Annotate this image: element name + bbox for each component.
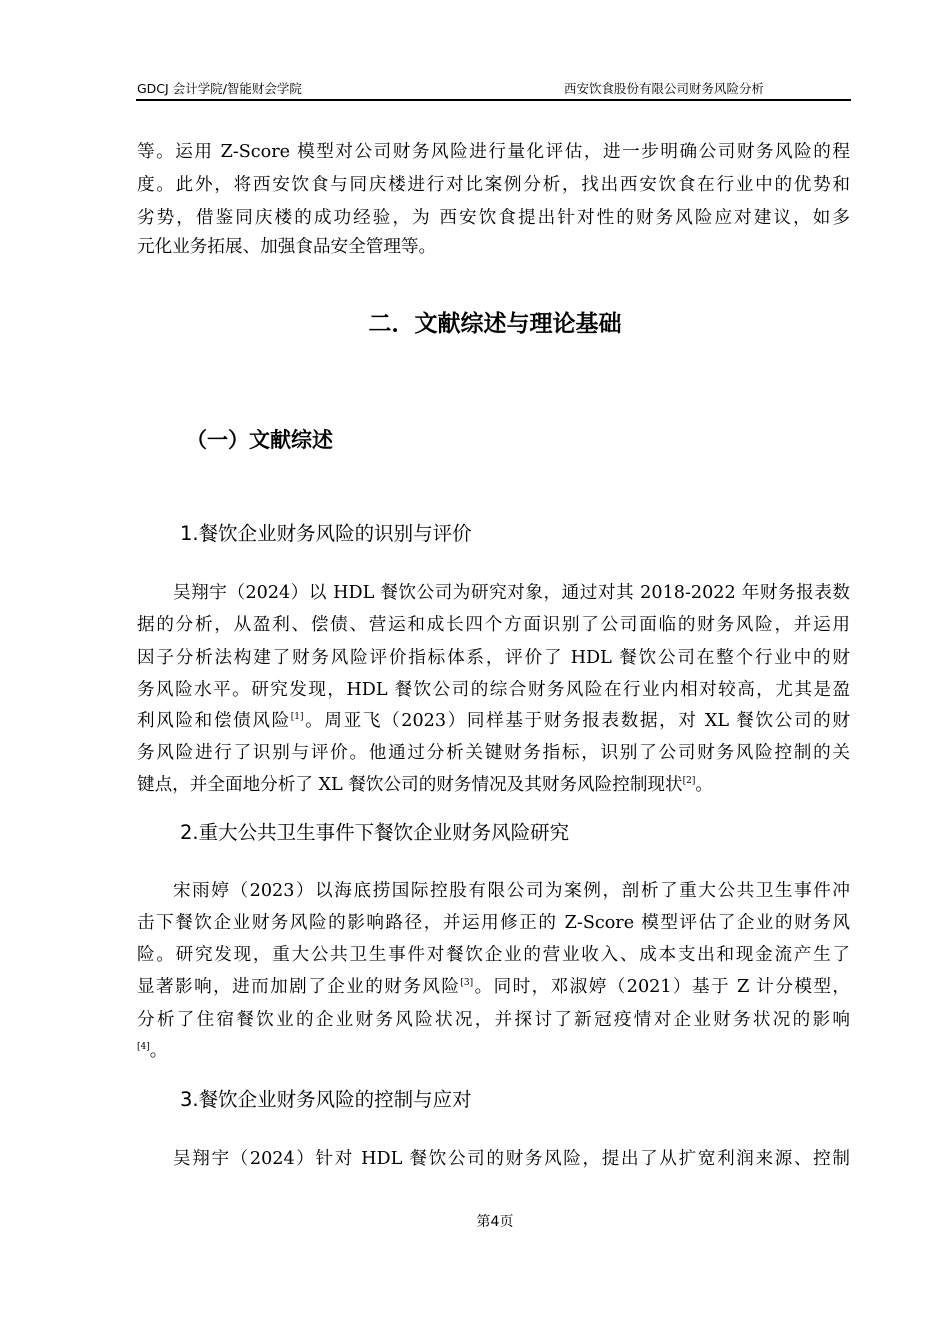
text: 。同时，邓淑婷（2021）基于 Z 计分模型， [473, 977, 850, 997]
citation-ref[interactable]: [1] [290, 712, 304, 722]
subsection-title: （一）文献综述 [186, 428, 333, 452]
section-title: 二．文献综述与理论基础 [368, 311, 622, 337]
p2-line: 务风险进行了识别与评价。他通过分析关键财务指标，识别了公司财务风险控制的关 [137, 743, 850, 763]
text: 利风险和偿债风险 [137, 711, 291, 731]
citation-ref[interactable]: [2] [682, 776, 696, 786]
citation-ref[interactable]: [4] [137, 1042, 150, 1052]
text: 。周亚飞（2023）同样基于财务报表数据，对 XL 餐饮公司的财 [303, 711, 850, 731]
page-number: 第4页 [476, 1214, 514, 1230]
p2-line: 务风险水平。研究发现，HDL 餐饮公司的综合财务风险在行业内相对较高，尤其是盈 [137, 680, 850, 700]
p2-line [137, 710, 850, 732]
text: 显著影响，进而加剧了企业的财务风险 [137, 977, 461, 997]
p3-line: 分析了住宿餐饮业的企业财务风险状况，并探讨了新冠疫情对企业财务状况的影响 [137, 1010, 850, 1030]
p2-line: 据的分析，从盈利、偿债、营运和成长四个方面识别了公司面临的财务风险，并运用 [137, 615, 850, 635]
p3-line [137, 976, 850, 998]
heading-3: 3.餐饮企业财务风险的控制与应对 [180, 1088, 472, 1111]
heading-1: 1.餐饮企业财务风险的识别与评价 [180, 522, 472, 545]
citation-ref[interactable]: [3] [460, 978, 474, 988]
p4-line: 吴翔宇（2024）针对 HDL 餐饮公司的财务风险，提出了从扩宽利润来源、控制 [173, 1149, 850, 1169]
text: 。 [695, 775, 713, 795]
p2-line [137, 774, 850, 796]
p1-line: 等。运用 Z-Score 模型对公司财务风险进行量化评估，进一步明确公司财务风险的程 [137, 142, 850, 162]
header-rule [136, 99, 851, 101]
heading-2: 2.重大公共卫生事件下餐饮企业财务风险研究 [180, 821, 570, 844]
p3-line: 击下餐饮企业财务风险的影响路径，并运用修正的 Z-Score 模型评估了企业的财务风 [137, 913, 850, 933]
p2-line: 吴翔宇（2024）以 HDL 餐饮公司为研究对象，通过对其 2018-2022 年财务报表数 [173, 583, 850, 603]
p1-line: 度。此外，将西安饮食与同庆楼进行对比案例分析，找出西安饮食在行业中的优势和 [137, 175, 850, 195]
p3-line [137, 1040, 850, 1062]
p3-line: 险。研究发现，重大公共卫生事件对餐饮企业的营业收入、成本支出和现金流产生了 [137, 945, 850, 965]
header-left: GDCJ 会计学院/智能财会学院 [137, 81, 302, 96]
p1-line: 元化业务拓展、加强食品安全管理等。 [137, 237, 437, 257]
text: 键点，并全面地分析了 XL 餐饮公司的财务情况及其财务风险控制现状 [137, 775, 683, 795]
header-right: 西安饮食股份有限公司财务风险分析 [564, 81, 765, 96]
text: 。 [149, 1041, 168, 1061]
p3-line: 宋雨婷（2023）以海底捞国际控股有限公司为案例，剖析了重大公共卫生事件冲 [173, 881, 850, 901]
p2-line: 因子分析法构建了财务风险评价指标体系，评价了 HDL 餐饮公司在整个行业中的财 [137, 648, 850, 668]
p1-line: 劣势，借鉴同庆楼的成功经验，为 西安饮食提出针对性的财务风险应对建议，如多 [137, 208, 850, 228]
